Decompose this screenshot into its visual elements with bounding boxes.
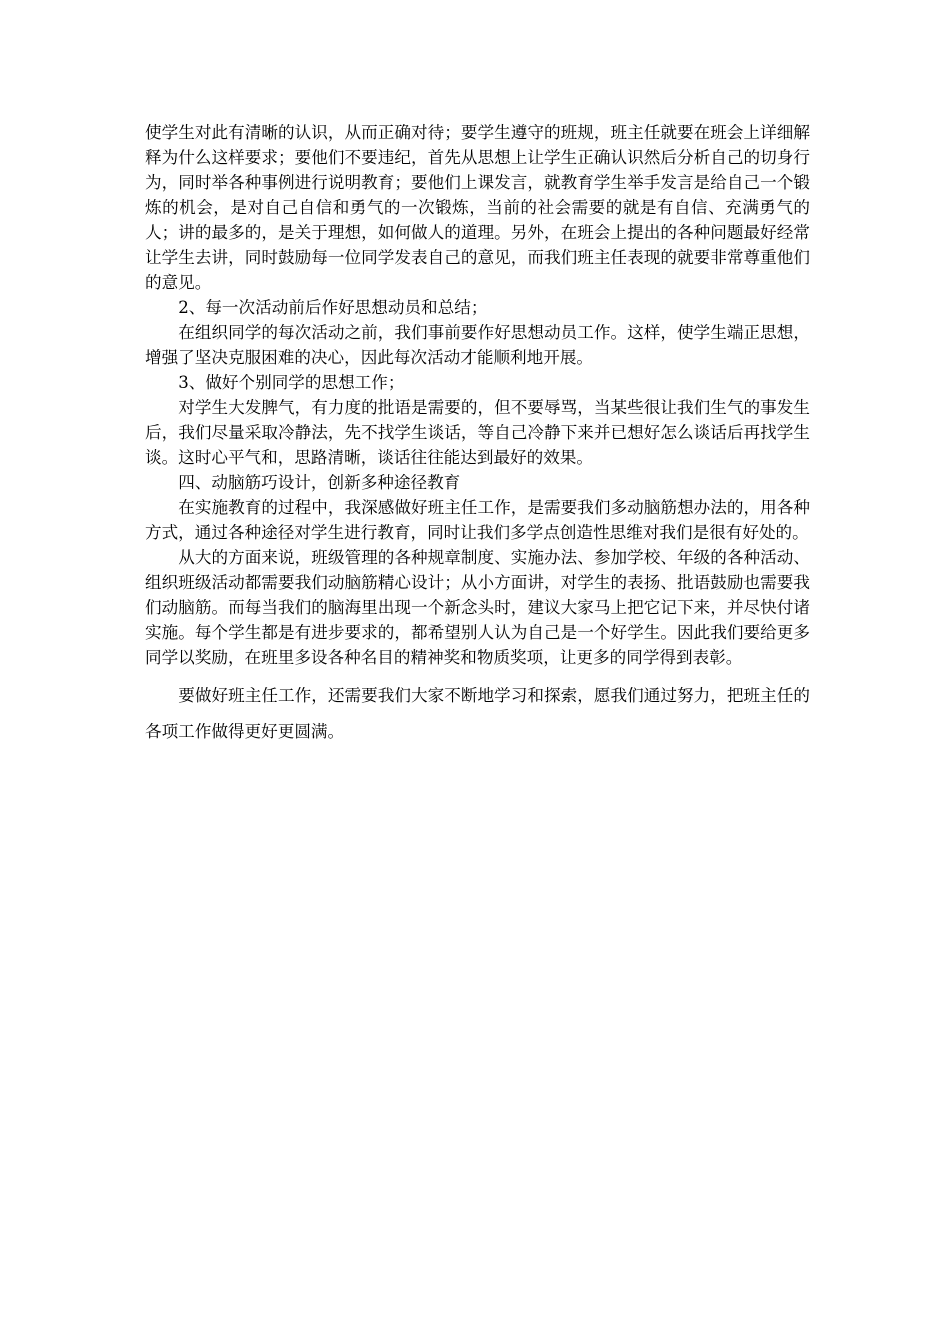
paragraph: 在实施教育的过程中，我深感做好班主任工作，是需要我们多动脑筋想办法的，用各种方式，通过各种途径对学生进行教育，同时让我们多学点创造性思维对我们是很有好处的。	[145, 498, 810, 542]
paragraph: 对学生大发脾气，有力度的批语是需要的，但不要辱骂，当某些很让我们生气的事发生后，我们尽量采取冷静法，先不找学生谈话，等自己冷静下来并已想好怎么谈话后再找学生谈。这时心平气和，思路清晰，谈话往往能达到最好的效果。	[145, 398, 810, 467]
document-body	[145, 120, 810, 670]
paragraph: 从大的方面来说，班级管理的各种规章制度、实施办法、参加学校、年级的各种活动、组织班级活动都需要我们动脑筋精心设计；从小方面讲，对学生的表扬、批语鼓励也需要我们动脑筋。而每当我们的脑海里出现一个新念头时，建议大家马上把它记下来，并尽快付诸实施。每个学生都是有进步要求的，都希望别人认为自己是一个好学生。因此我们要给更多同学以奖励，在班里多设各种名目的精神奖和物质奖项，让更多的同学得到表彰。	[145, 548, 810, 667]
closing-paragraph: 要做好班主任工作，还需要我们大家不断地学习和探索，愿我们通过努力，把班主任的各项工作做得更好更圆满。	[145, 686, 810, 741]
closing-section	[145, 678, 810, 750]
section-heading-4: 四、动脑筋巧设计，创新多种途径教育	[178, 473, 461, 492]
heading-item-2: 2、每一次活动前后作好思想动员和总结；	[178, 298, 488, 317]
document-page	[145, 120, 810, 750]
paragraph-continuation: 使学生对此有清晰的认识，从而正确对待；要学生遵守的班规，班主任就要在班会上详细解释为什么这样要求；要他们不要违纪，首先从思想上让学生正确认识然后分析自己的切身行为，同时举各种事例进行说明教育；要他们上课发言，就教育学生举手发言是给自己一个锻炼的机会，是对自己自信和勇气的一次锻炼，当前的社会需要的就是有自信、充满勇气的人；讲的最多的，是关于理想，如何做人的道理。另外，在班会上提出的各种问题最好经常让学生去讲，同时鼓励每一位同学发表自己的意见，而我们班主任表现的就要非常尊重他们的意见。	[145, 123, 810, 292]
paragraph: 在组织同学的每次活动之前，我们事前要作好思想动员工作。这样，使学生端正思想，增强了坚决克服困难的决心，因此每次活动才能顺利地开展。	[145, 323, 810, 367]
heading-item-3: 3、做好个别同学的思想工作；	[178, 373, 405, 392]
